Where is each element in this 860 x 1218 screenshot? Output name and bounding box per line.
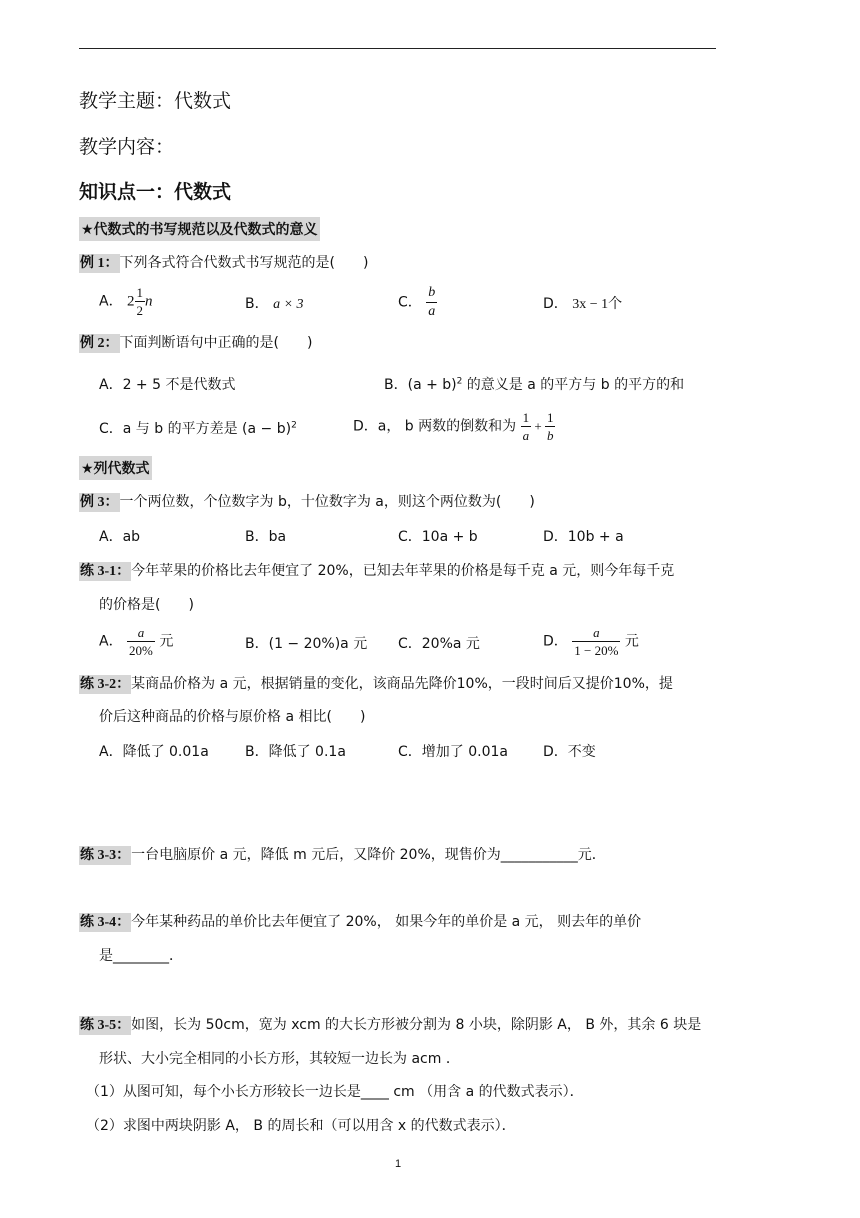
example-text: 一个两位数，个位数字为 b，十位数字为 a，则这个两位数为( ) [119,494,535,510]
practice-label: 练 3-2： [80,677,131,692]
example-label: 例 2： [80,336,119,351]
example-text: 下列各式符合代数式书写规范的是( ) [119,255,369,271]
option-c: C．10a + b [398,529,478,545]
section-heading-expressions: ★列代数式 [79,456,152,480]
option-expr: a × 3 [273,297,304,312]
question-2: （2）求图中两块阴影 A， B 的周长和（可以用含 x 的代数式表示）． [86,1118,516,1134]
teaching-topic: 教学主题：代数式 [79,90,232,112]
practice-text-line2: 是________． [99,948,183,964]
fraction-numerator: a [572,626,620,642]
example-1 [79,252,368,272]
option-d [543,626,639,657]
option-d [543,293,622,313]
practice-text: 今年某种药品的单价比去年便宜了 20%， 如果今年的单价是 a 元， 则去年的单价 [131,914,642,930]
practice-label: 练 3-1： [80,564,131,579]
page-number: 1 [395,1158,402,1170]
option-a: A． 2 $\frac{1}{2}$ n [99,285,153,318]
header-rule [79,48,716,49]
option-d: D．10b + a [543,529,624,545]
example-2 [79,332,312,352]
practice-label: 练 3-3： [80,848,131,863]
practice-3-1 [79,560,674,580]
practice-text: 某商品价格为 a 元，根据销量的变化，该商品先降价10%，一段时间后又提价10%，提 [131,676,673,692]
practice-text: 如图，长为 50cm，宽为 xcm 的大长方形被分割为 8 小块，除阴影 A， B 外，其余 6 块是 [131,1017,702,1033]
option-c: C．a 与 b 的平方差是 $(a - b)^2$ [99,420,297,437]
option-letter: D． [543,633,568,650]
practice-text-line2: 价后这种商品的价格与原价格 a 相比( ) [99,709,366,725]
option-unit: 元 [159,633,174,650]
option-expr: C．a 与 b 的平方差是 (a − b) [99,421,292,437]
practice-label: 练 3-5： [80,1018,131,1033]
option-b [245,293,304,313]
practice-text: 一台电脑原价 a 元，降低 m 元后，又降价 20%，现售价为___________元． [131,847,606,863]
fraction-denominator: 1 − 20% [574,643,619,658]
option-c: C． $\frac{b}{a}$ [398,285,436,319]
practice-text-line2: 形状、大小完全相同的小长方形，其较短一边长为 acm ． [99,1051,460,1067]
option-unit: 元 [624,633,639,650]
option-a [99,626,173,657]
example-label: 例 3： [80,495,119,510]
option-a: A．2 + 5 不是代数式 [99,377,236,393]
option-c: C．20%a 元 [398,636,480,652]
fraction-denominator: 20% [129,643,153,658]
practice-3-3 [79,844,606,864]
question-1: （1）从图可知，每个小长方形较长一边长是____ cm （用含 a 的代数式表示）． [86,1084,584,1100]
option-a: A．ab [99,529,141,545]
practice-label: 练 3-4： [80,915,131,930]
example-label: 例 1： [80,256,119,271]
section-title: 知识点一：代数式 [79,181,232,203]
example-3 [79,491,535,511]
option-expr: D．a， b 两数的倒数和为 [353,418,517,435]
option-letter: B． [245,296,269,312]
option-expr: 3x − 1个 [572,297,623,312]
option-c: C．增加了 0.01a [398,744,508,760]
option-expr: B．(a + b) [384,377,457,393]
practice-text: 今年苹果的价格比去年便宜了 20%，已知去年苹果的价格是每千克 a 元，则今年每千克 [131,563,675,579]
option-d: D．a， b 两数的倒数和为 $\frac{1}{a}$ + $\frac{1}{b}$ [353,410,554,443]
option-b: B．ba [245,529,287,545]
option-expr-tail: 的意义是 a 的平方与 b 的平方的和 [462,377,685,393]
example-text: 下面判断语句中正确的是( ) [119,335,313,351]
practice-3-2 [79,673,673,693]
option-b: B．(1 − 20%)a 元 [245,636,368,652]
section-heading-notation: ★代数式的书写规范以及代数式的意义 [79,217,320,241]
option-letter: D． [543,296,568,312]
option-d: D．不变 [543,744,596,760]
option-a: A．降低了 0.01a [99,744,209,760]
option-b: B．$(a + b)^2$ 的意义是 a 的平方与 b 的平方的和 [384,376,685,393]
option-letter: A． [99,293,123,310]
practice-3-5 [79,1014,701,1034]
option-letter: A． [99,633,123,650]
fraction-numerator: a [127,626,155,642]
option-letter: C． [398,294,422,311]
teaching-content: 教学内容： [79,136,175,158]
option-b: B．降低了 0.1a [245,744,346,760]
practice-text-line2: 的价格是( ) [99,597,194,613]
practice-3-4 [79,911,641,931]
